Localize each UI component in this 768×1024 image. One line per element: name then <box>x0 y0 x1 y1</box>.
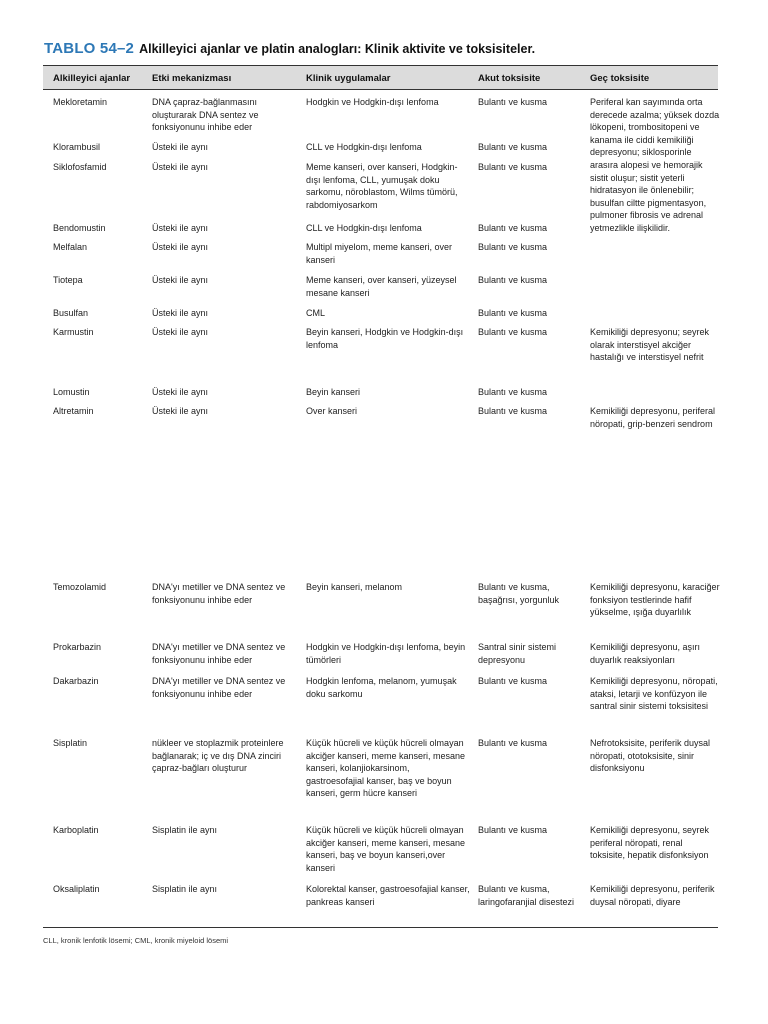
late-toxicity: Kemikiliği depresyonu, nöropati, ataksi, letarji ve konfüzyon ile santral sinir sistemi toksisitesi <box>590 676 718 712</box>
acute-toxicity: Bulantı ve kusma <box>478 387 548 397</box>
mechanism: Üsteki ile aynı <box>152 162 209 172</box>
agent-name: Lomustin <box>53 387 90 397</box>
acute-toxicity: Bulantı ve kusma <box>478 275 548 285</box>
late-toxicity: Kemikiliği depresyonu, karaciğer fonksiyon testlerinde hafif yükselme, ışığa duyarlılık <box>590 582 720 618</box>
mechanism: Üsteki ile aynı <box>152 406 209 416</box>
clinical-use: Meme kanseri, over kanseri, yüzeysel mesane kanseri <box>306 275 457 298</box>
agent-name: Prokarbazin <box>53 642 102 652</box>
late-toxicity: Kemikiliği depresyonu, periferik duysal nöropati, diyare <box>590 884 715 907</box>
late-toxicity: Kemikiliği depresyonu; seyrek olarak interstisyel akciğer hastalığı ve interstisyel nefrit <box>590 327 710 363</box>
acute-toxicity: Bulantı ve kusma <box>478 327 548 337</box>
mechanism: DNA'yı metiller ve DNA sentez ve fonksiyonunu inhibe eder <box>152 676 286 699</box>
acute-toxicity: Santral sinir sistemi depresyonu <box>478 642 557 665</box>
column-header: Alkilleyici ajanlar <box>53 73 131 84</box>
mechanism: Üsteki ile aynı <box>152 275 209 285</box>
clinical-use: Küçük hücreli ve küçük hücreli olmayan akciğer kanseri, meme kanseri, mesane kanseri, kolanjiokarsinom, gastroesofajial kanser, baş ve boyun kanseri, germ hücre kanseri <box>306 738 466 799</box>
mechanism: Üsteki ile aynı <box>152 308 209 318</box>
clinical-use: Beyin kanseri <box>306 387 361 397</box>
clinical-use: CML <box>306 308 326 318</box>
agent-name: Tiotepa <box>53 275 83 285</box>
acute-toxicity: Bulantı ve kusma <box>478 406 548 416</box>
header-bottom-rule <box>43 89 718 90</box>
acute-toxicity: Bulantı ve kusma <box>478 162 548 172</box>
table-footnote: CLL, kronik lenfotik lösemi; CML, kronik miyeloid lösemi <box>43 936 229 945</box>
mechanism: Sisplatin ile aynı <box>152 884 218 894</box>
late-toxicity: Kemikiliği depresyonu, seyrek periferal nöropati, renal toksisite, hepatik disfonksiyon <box>590 825 710 861</box>
clinical-use: Küçük hücreli ve küçük hücreli olmayan akciğer kanseri, meme kanseri, mesane kanseri, baş ve boyun kanseri,over kanseri <box>306 825 466 873</box>
late-toxicity: Kemikiliği depresyonu, periferal nöropati, grip-benzeri sendrom <box>590 406 716 429</box>
agent-name: Klorambusil <box>53 142 101 152</box>
acute-toxicity: Bulantı ve kusma <box>478 308 548 318</box>
acute-toxicity: Bulantı ve kusma <box>478 825 548 835</box>
agent-name: Mekloretamin <box>53 97 108 107</box>
acute-toxicity: Bulantı ve kusma <box>478 242 548 252</box>
column-header: Etki mekanizması <box>152 73 232 84</box>
mechanism: Üsteki ile aynı <box>152 327 209 337</box>
column-header: Akut toksisite <box>478 73 541 84</box>
agent-name: Melfalan <box>53 242 88 252</box>
late-toxicity: Nefrotoksisite, periferik duysal nöropati, ototoksisite, sinir disfonksiyonu <box>590 738 711 774</box>
acute-toxicity: Bulantı ve kusma <box>478 738 548 748</box>
agent-name: Karboplatin <box>53 825 99 835</box>
clinical-use: Beyin kanseri, Hodgkin ve Hodgkin-dışı lenfoma <box>306 327 464 350</box>
column-header: Klinik uygulamalar <box>306 73 391 84</box>
clinical-use: Hodgkin ve Hodgkin-dışı lenfoma, beyin tümörleri <box>306 642 466 665</box>
agent-name: Oksaliplatin <box>53 884 100 894</box>
mechanism: nükleer ve stoplazmik proteinlere bağlanarak; iç ve dış DNA zinciri çapraz-bağları oluşturur <box>152 738 284 774</box>
mechanism: DNA'yı metiller ve DNA sentez ve fonksiyonunu inhibe eder <box>152 642 286 665</box>
clinical-use: CLL ve Hodgkin-dışı lenfoma <box>306 223 422 233</box>
column-header: Geç toksisite <box>590 73 650 84</box>
clinical-use: Multipl miyelom, meme kanseri, over kanseri <box>306 242 453 265</box>
mechanism: Üsteki ile aynı <box>152 142 209 152</box>
table-title: Alkilleyici ajanlar ve platin analogları: Klinik aktivite ve toksisiteler. <box>139 42 536 56</box>
acute-toxicity: Bulantı ve kusma <box>478 676 548 686</box>
agent-name: Siklofosfamid <box>53 162 107 172</box>
clinical-use: Beyin kanseri, melanom <box>306 582 403 592</box>
agent-name: Altretamin <box>53 406 94 416</box>
mechanism: DNA'yı metiller ve DNA sentez ve fonksiyonunu inhibe eder <box>152 582 286 605</box>
clinical-use: Hodgkin ve Hodgkin-dışı lenfoma <box>306 97 439 107</box>
agent-name: Busulfan <box>53 308 89 318</box>
late-toxicity: Kemikiliği depresyonu, aşırı duyarlık reaksiyonları <box>590 642 701 665</box>
mechanism: Üsteki ile aynı <box>152 242 209 252</box>
clinical-use: CLL ve Hodgkin-dışı lenfoma <box>306 142 422 152</box>
clinical-use: Kolorektal kanser, gastroesofajial kanser, pankreas kanseri <box>306 884 470 907</box>
table-bottom-rule <box>43 927 718 928</box>
late-toxicity: Periferal kan sayımında orta derecede azalma; yüksek dozda lökopeni, trombositopeni ve kanama ile ciddi kemikiliği depresyonu; siklosporinle arasıra alopesi ve hemorajik sistit oluşur; sistit yeterli hidratasyon ile önlenebilir; busulfan ciltte pigmentasyon, pulmoner fibrosis ve adrenal yetmezlikle ilişkilidir. <box>590 97 720 233</box>
mechanism: Sisplatin ile aynı <box>152 825 218 835</box>
mechanism: DNA çapraz-bağlanmasını oluşturarak DNA sentez ve fonksiyonunu inhibe eder <box>152 97 259 133</box>
table-number: TABLO 54–2 <box>44 40 135 57</box>
agent-name: Dakarbazin <box>53 676 99 686</box>
clinical-use: Meme kanseri, over kanseri, Hodgkin-dışı lenfoma, CLL, yumuşak doku sarkomu, nöroblastom, Wilms tümörü, rabdomiyosarkom <box>306 162 458 210</box>
clinical-use: Over kanseri <box>306 406 358 416</box>
mechanism: Üsteki ile aynı <box>152 387 209 397</box>
table-caption <box>44 40 734 58</box>
acute-toxicity: Bulantı ve kusma <box>478 223 548 233</box>
acute-toxicity: Bulantı ve kusma <box>478 142 548 152</box>
acute-toxicity: Bulantı ve kusma, laringofaranjial disestezi <box>478 884 575 907</box>
agent-name: Bendomustin <box>53 223 106 233</box>
mechanism: Üsteki ile aynı <box>152 223 209 233</box>
agent-name: Karmustin <box>53 327 94 337</box>
agent-name: Sisplatin <box>53 738 88 748</box>
acute-toxicity: Bulantı ve kusma, başağrısı, yorgunluk <box>478 582 560 605</box>
acute-toxicity: Bulantı ve kusma <box>478 97 548 107</box>
clinical-use: Hodgkin lenfoma, melanom, yumuşak doku sarkomu <box>306 676 457 699</box>
agent-name: Temozolamid <box>53 582 107 592</box>
